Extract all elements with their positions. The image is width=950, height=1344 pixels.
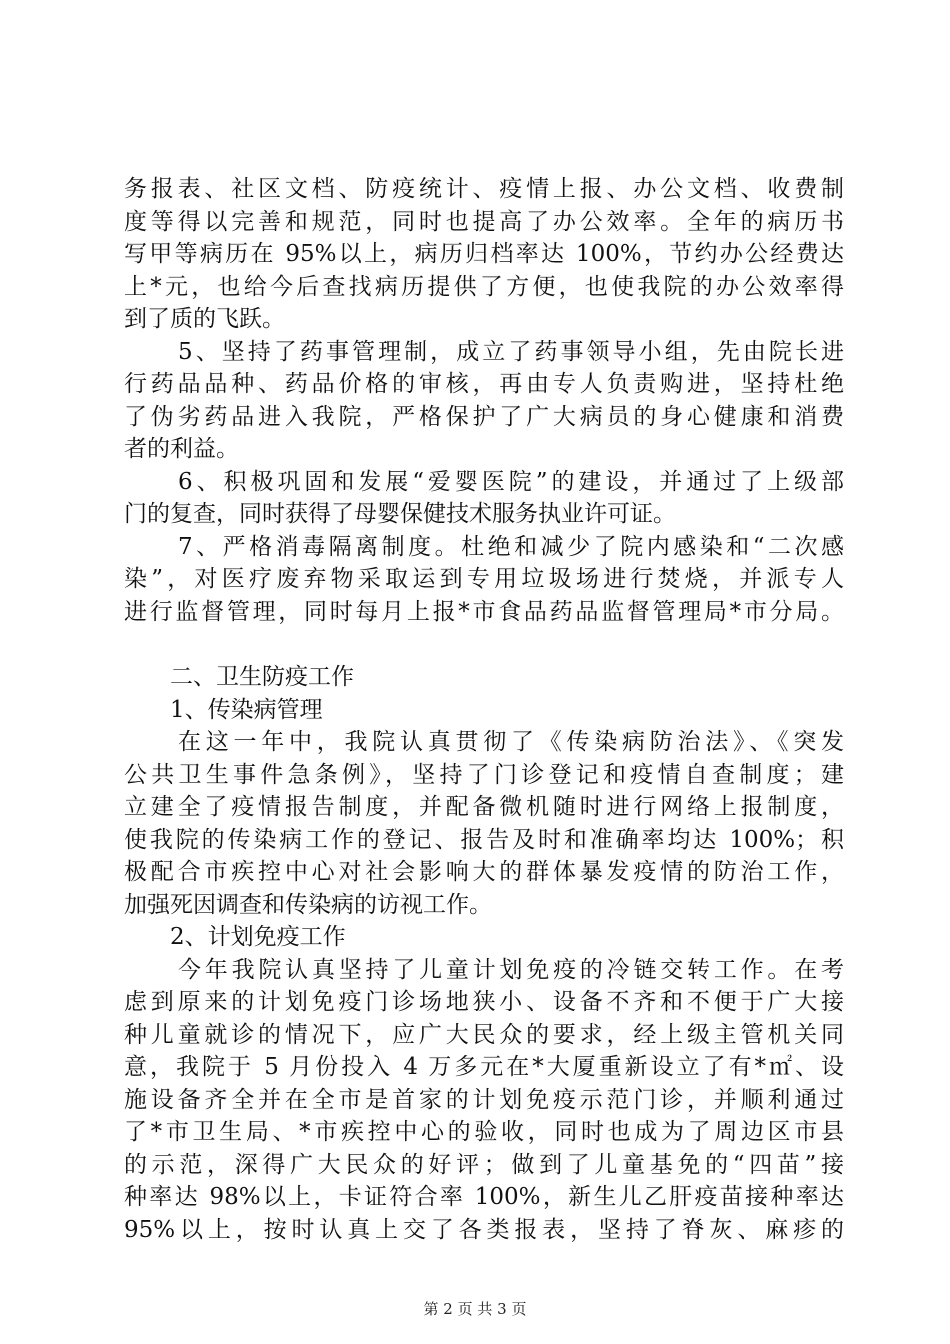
text-line: 上*元，也给今后查找病历提供了方便，也使我院的办公效率得 [124, 273, 844, 300]
text-line: 虑到原来的计划免疫门诊场地狭小、设备不齐和不便于广大接 [124, 989, 844, 1015]
text-line: 了*市卫生局、*市疾控中心的验收，同时也成为了周边区市县 [124, 1119, 844, 1145]
text-line: 在这一年中，我院认真贯彻了《传染病防治法》、《突发 [178, 729, 844, 755]
text-line: 到了质的飞跃。 [124, 306, 285, 332]
text-line: 7、严格消毒隔离制度。杜绝和减少了院内感染和“二次感 [178, 533, 844, 560]
text-line: 5、坚持了药事管理制，成立了药事领导小组，先由院长进 [178, 338, 844, 365]
subsection-heading: 2、计划免疫工作 [170, 924, 346, 950]
subsection-heading: 1、传染病管理 [170, 696, 323, 723]
text-line: 使我院的传染病工作的登记、报告及时和准确率均达 100%；积 [124, 826, 844, 853]
text-line: 施设备齐全并在全市是首家的计划免疫示范门诊，并顺利通过 [124, 1086, 844, 1113]
text-line: 染”，对医疗废弃物采取运到专用垃圾场进行焚烧，并派专人 [124, 566, 844, 592]
text-line: 进行监督管理，同时每月上报*市食品药品监督管理局*市分局。 [124, 598, 844, 625]
text-line: 今年我院认真坚持了儿童计划免疫的冷链交转工作。在考 [178, 956, 844, 983]
page-number-label: 第 2 页 共 3 页 [423, 1300, 527, 1318]
text-line: 6、积极巩固和发展“爱婴医院”的建设，并通过了上级部 [178, 468, 844, 495]
text-line: 行药品品种、药品价格的审核，再由专人负责购进，坚持杜绝 [124, 371, 844, 397]
text-line: 95%以上，按时认真上交了各类报表，坚持了脊灰、麻疹的 [124, 1216, 844, 1243]
text-line: 公共卫生事件急条例》，坚持了门诊登记和疫情自查制度；建 [124, 761, 844, 788]
document-body [124, 173, 844, 1246]
text-line: 了伪劣药品进入我院，严格保护了广大病员的身心健康和消费 [124, 403, 844, 430]
text-line: 种儿童就诊的情况下，应广大民众的要求，经上级主管机关同 [124, 1021, 844, 1048]
text-line: 度等得以完善和规范，同时也提高了办公效率。全年的病历书 [124, 208, 844, 235]
text-line: 种率达 98%以上，卡证符合率 100%，新生儿乙肝疫苗接种率达 [124, 1184, 844, 1210]
text-line: 者的利益。 [124, 436, 239, 462]
text-line: 的示范，深得广大民众的好评；做到了儿童基免的“四苗”接 [124, 1151, 844, 1178]
section-heading: 二、卫生防疫工作 [170, 664, 354, 690]
text-line: 意，我院于 5 月份投入 4 万多元在*大厦重新设立了有*㎡、设 [124, 1054, 844, 1080]
blank-line [124, 628, 844, 661]
page-footer [0, 1298, 950, 1319]
text-line: 加强死因调查和传染病的访视工作。 [124, 891, 492, 918]
text-line: 极配合市疾控中心对社会影响大的群体暴发疫情的防治工作， [124, 859, 844, 885]
text-line: 写甲等病历在 95%以上，病历归档率达 100%，节约办公经费达 [124, 241, 844, 267]
text-line: 立建全了疫情报告制度，并配备微机随时进行网络上报制度， [124, 794, 844, 820]
text-line: 务报表、社区文档、防疫统计、疫情上报、办公文档、收费制 [124, 176, 844, 202]
text-line: 门的复查，同时获得了母婴保健技术服务执业许可证。 [124, 501, 676, 527]
